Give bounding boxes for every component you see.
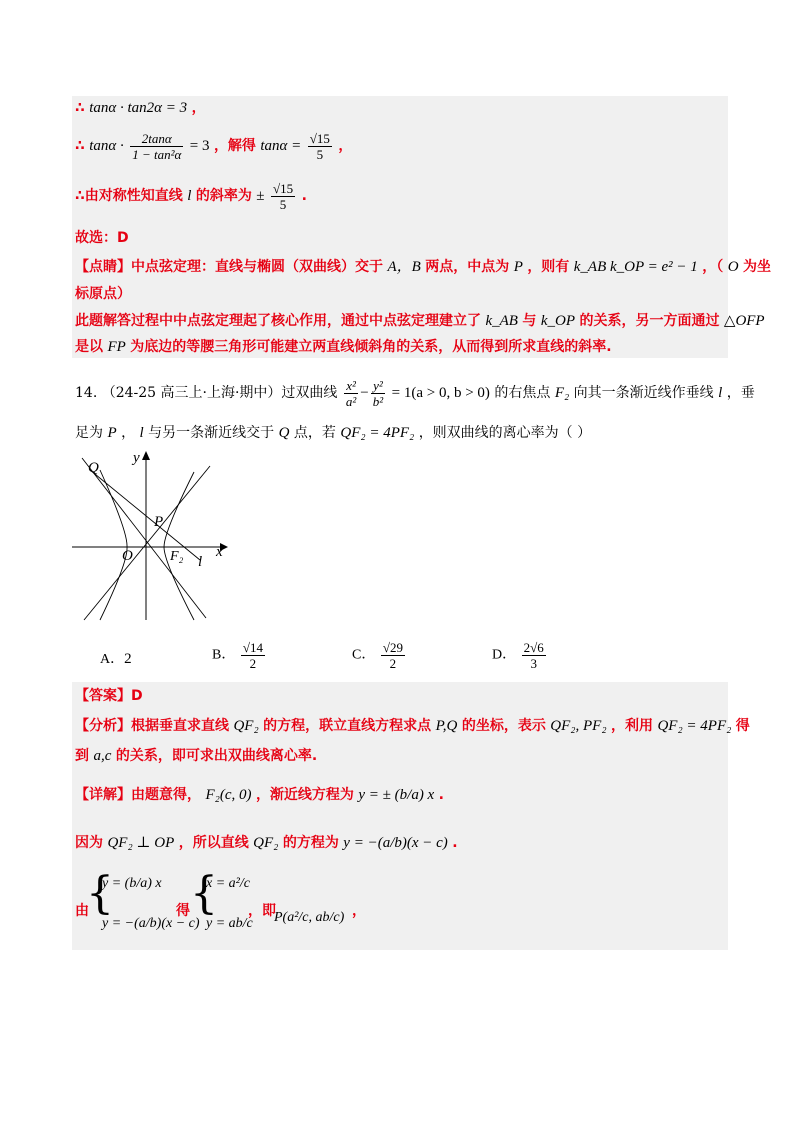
option-value: 2 — [124, 651, 132, 667]
math-AB: A，B — [387, 259, 421, 275]
note-text: 中点弦定理：直线与椭圆（双曲线）交于 — [131, 259, 383, 275]
brace-left-1: { — [86, 868, 114, 919]
note-text: ，则有 — [527, 259, 570, 275]
option-label: A． — [100, 652, 125, 667]
system-de: 得 — [176, 903, 190, 919]
para-line-1 — [75, 311, 765, 331]
analysis-text: 的坐标，表示 — [461, 718, 546, 734]
hyperbola-condition: = 1(a > 0, b > 0) — [391, 385, 490, 401]
para-text: 为底边的等腰三角形可能建立两直线倾斜角的关系，从而得到所求直线的斜率. — [130, 339, 612, 355]
math-Q: Q — [278, 425, 290, 441]
note-text: ，（ — [702, 259, 724, 275]
option-b[interactable] — [212, 640, 267, 671]
math-P: P — [107, 425, 117, 441]
math-O: O — [727, 259, 739, 275]
point-P: P(a²/c, ab/c) — [274, 910, 345, 925]
question-text: 向其一条渐近线作垂线 — [573, 385, 714, 401]
punct: ， — [338, 138, 353, 154]
detail-text: ，渐近线方程为 — [255, 787, 354, 803]
para-line-2 — [75, 337, 612, 357]
math-asymptote: y = ± (b/a) x — [358, 787, 435, 803]
option-fraction — [381, 640, 405, 671]
math-F2: F₂ — [554, 385, 570, 401]
text-solve: ，解得 — [213, 138, 256, 154]
text-slope: 的斜率为 — [195, 188, 252, 204]
fraction-numerator: 2√6 — [523, 640, 544, 655]
label-P: P — [154, 514, 164, 530]
para-text: 是以 — [75, 339, 103, 355]
label-O: O — [122, 548, 133, 564]
system-res-1: x = a²/c — [206, 876, 250, 891]
math-F2-coords: F₂(c, 0) — [205, 787, 252, 803]
analysis-label: 【分析】 — [75, 718, 131, 734]
because-text: ，所以直线 — [178, 835, 249, 851]
brace-left-2: { — [190, 868, 218, 919]
punct: ， — [191, 100, 206, 116]
choice-line: 故选：D — [75, 230, 129, 246]
punct: . — [438, 787, 444, 803]
question-source: （24-25 高三上·上海·期中）过双曲线 — [101, 385, 338, 401]
option-d[interactable] — [492, 640, 548, 671]
option-c[interactable] — [352, 640, 407, 671]
question-text: 点，若 — [293, 425, 336, 441]
option-fraction — [241, 640, 265, 671]
para-text: 此题解答过程中中点弦定理起了核心作用，通过中点弦定理建立了 — [75, 313, 481, 329]
answer-line: 【答案】D — [75, 688, 143, 704]
math-vector-relation: QF₂ = 4PF₂ — [340, 425, 415, 441]
question-text: ，垂 — [726, 385, 755, 401]
because-line — [75, 828, 458, 858]
fraction-denominator: 5 — [279, 196, 287, 212]
because-text: 的方程为 — [282, 835, 339, 851]
y-axis-arrow — [142, 451, 150, 460]
analysis-text: ，利用 — [611, 718, 653, 734]
analysis-line-1 — [75, 716, 750, 736]
question-line-1: 14. （24-25 高三上·上海·期中）过双曲线 $\frac{\text{x²}}{\text{a²}}$ − $\frac{\text{y²}}{\text{b²}}$ = 1(a > 0, b > 0) 的右焦点 F₂ 向其一条渐近线作垂线 l ，垂 — [75, 377, 755, 409]
note-label: 【点睛】 — [75, 259, 131, 275]
note-text: 两点，中点为 — [425, 259, 510, 275]
question-text: 与另一条渐近线交于 — [148, 425, 275, 441]
fraction-denominator: 2 — [389, 656, 397, 671]
fraction-y2-b2: $\frac{\text{y²}}{\text{b²}}$ — [372, 377, 384, 409]
fraction-denominator: 3 — [530, 656, 537, 671]
therefore-symbol: ∴ — [75, 100, 85, 116]
solution-line-3 — [75, 180, 307, 212]
math-ac: a,c — [93, 748, 112, 764]
math-FP: FP — [107, 339, 126, 355]
analysis-text: 的方程，联立直线方程求点 — [263, 718, 432, 734]
hyperbola-right-branch — [164, 472, 194, 620]
question-text: ， — [121, 425, 136, 441]
question-number: 14. — [75, 385, 98, 401]
fraction-denominator: 1 − tan²α — [132, 146, 182, 162]
fraction-x2-a2: $\frac{\text{x²}}{\text{a²}}$ — [345, 377, 357, 409]
label-x: x — [216, 544, 223, 560]
math-equals: = 3 — [189, 138, 210, 154]
system-eq-2: y = −(a/b)(x − c) — [102, 916, 200, 931]
math-perpendicular: QF₂ ⊥ OP — [107, 835, 175, 851]
math-kAB: k_AB — [485, 313, 518, 329]
analysis-text: 的关系，即可求出双曲线离心率. — [115, 748, 318, 764]
system-you: 由 — [75, 903, 89, 919]
math-line-equation: y = −(a/b)(x − c) — [343, 835, 448, 851]
text-symmetry: ∴由对称性知直线 — [75, 188, 183, 204]
label-l: l — [198, 554, 203, 570]
hyperbola-left-branch — [100, 470, 127, 620]
note-text: 为坐 — [742, 259, 771, 275]
system-end: ， — [352, 903, 366, 919]
asymptote-2 — [84, 466, 210, 620]
hyperbola-figure — [70, 448, 230, 623]
fraction-sqrt15-over-5 — [308, 131, 332, 162]
fraction-denominator: 2 — [249, 656, 257, 671]
option-fraction — [522, 640, 546, 671]
label-y: y — [133, 450, 140, 466]
math-PQ: P,Q — [435, 718, 458, 734]
fraction-double-angle — [130, 131, 183, 162]
analysis-text: 得 — [735, 718, 750, 734]
label-Q: Q — [88, 460, 99, 476]
asymptote-1 — [82, 458, 206, 618]
math-QF2: QF₂ — [233, 718, 259, 734]
system-ji: ，即 — [248, 903, 276, 919]
para-text: 的关系，另一方面通过 — [579, 313, 720, 329]
label-F2: F₂ — [170, 549, 184, 564]
detail-text: 由题意得， — [131, 787, 201, 803]
option-label: C． — [352, 647, 376, 663]
math-QF2: QF₂ — [253, 835, 279, 851]
math-P: P — [513, 259, 523, 275]
option-a[interactable] — [100, 648, 132, 668]
math-vector-relation: QF₂ = 4PF₂ — [657, 718, 732, 734]
fraction-numerator: 2tanα — [130, 131, 183, 147]
punct: . — [301, 188, 307, 204]
math-l: l — [187, 188, 192, 204]
punct: . — [452, 835, 458, 851]
therefore-symbol: ∴ — [75, 138, 85, 154]
fraction-numerator: √29 — [382, 640, 403, 655]
question-line-2 — [75, 420, 591, 446]
fraction-denominator: 5 — [316, 146, 324, 162]
analysis-text: 根据垂直求直线 — [131, 718, 229, 734]
fraction-numerator: √15 — [272, 180, 294, 196]
system-eq-1: y = (b/a) x — [102, 876, 162, 891]
detail-label: 【详解】 — [75, 787, 131, 803]
note-line-2: 标原点） — [75, 286, 131, 302]
fraction-slope — [271, 181, 295, 212]
solution-line-2 — [75, 130, 352, 162]
math-pm: ± — [256, 188, 265, 204]
math-midpoint-formula: k_AB k_OP = e² − 1 — [573, 259, 698, 275]
math-l: l — [718, 385, 723, 401]
math-lhs: tanα · — [89, 138, 124, 154]
math-tan-product: tanα · tan2α = 3 — [89, 100, 188, 116]
question-text: 的右焦点 — [494, 385, 551, 401]
math-l: l — [139, 425, 144, 441]
system-res-2: y = ab/c — [206, 916, 253, 931]
fraction-numerator: √14 — [242, 640, 263, 655]
question-text: 足为 — [75, 425, 103, 441]
math-kOP: k_OP — [540, 313, 575, 329]
math-triangle: △OFP — [723, 313, 765, 329]
detail-line — [75, 780, 444, 810]
solution-line-1 — [75, 98, 206, 118]
math-vectors: QF₂, PF₂ — [550, 718, 607, 734]
option-label: D． — [492, 647, 517, 663]
because-text: 因为 — [75, 835, 103, 851]
fraction-numerator: √15 — [309, 130, 330, 146]
question-text: ，则双曲线的离心率为（ ） — [418, 425, 592, 441]
option-label: B． — [212, 647, 236, 663]
note-line-1 — [75, 256, 771, 278]
analysis-text: 到 — [75, 748, 89, 764]
math-tan: tanα = — [260, 138, 302, 154]
analysis-line-2 — [75, 746, 317, 766]
para-text: 与 — [522, 313, 537, 329]
